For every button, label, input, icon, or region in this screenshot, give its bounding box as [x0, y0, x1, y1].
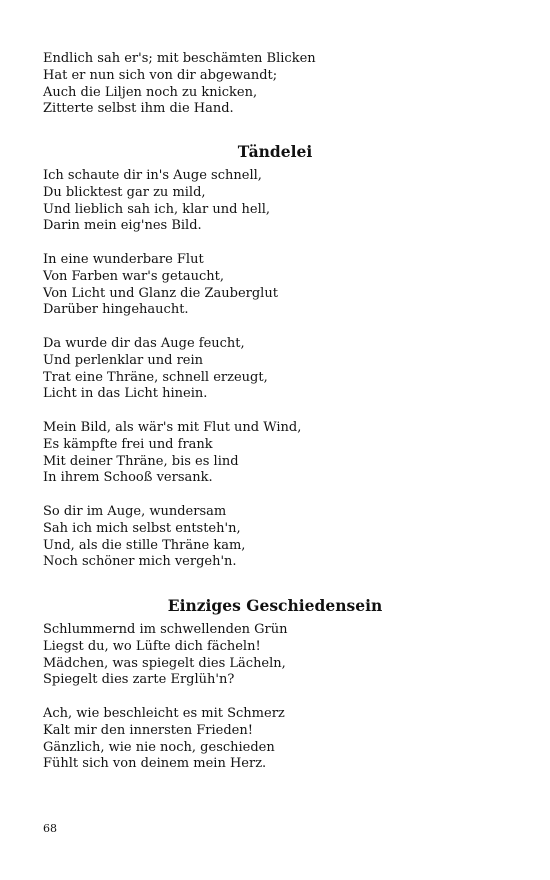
poem-line: So dir im Auge, wundersam [43, 504, 227, 519]
poem-line: Es kämpfte frei und frank [43, 436, 213, 452]
poem-line: Auch die Liljen noch zu knicken, [43, 84, 258, 100]
poem-line: Ach, wie beschleicht es mit Schmerz [43, 706, 285, 721]
poem-line: Darüber hingehaucht. [43, 302, 189, 318]
poem-line: Licht in das Licht hinein. [43, 386, 208, 402]
poem-line: In eine wunderbare Flut [43, 252, 204, 267]
poem-line: Gänzlich, wie nie noch, geschieden [43, 739, 275, 755]
page-number: 68 [43, 822, 57, 835]
poem-line: Fühlt sich von deinem mein Herz. [43, 756, 267, 772]
poem-line: Mädchen, was spiegelt dies Lächeln, [43, 655, 286, 671]
poem-taendelei-stanza-2 [43, 252, 503, 319]
poem-line: Hat er nun sich von dir abgewandt; [43, 67, 278, 83]
poem-line: Von Farben war's getaucht, [43, 268, 224, 284]
poem-title-einziges: Einziges Geschiedensein [167, 596, 383, 615]
poem-taendelei-stanza-4 [43, 420, 503, 487]
poem-line: Endlich sah er's; mit beschämten Blicken [43, 51, 316, 66]
poem-line: Trat eine Thräne, schnell erzeugt, [43, 369, 268, 385]
poem-line: Und, als die stille Thräne kam, [43, 537, 246, 553]
poem-line: Sah ich mich selbst entsteh'n, [43, 520, 241, 536]
poem-line: Mit deiner Thräne, bis es lind [43, 453, 239, 469]
poem-taendelei-stanza-3 [43, 336, 503, 403]
poem-line: Noch schöner mich vergeh'n. [43, 554, 237, 570]
poem-line: Mein Bild, als wär's mit Flut und Wind, [43, 420, 302, 435]
poem-line: Zitterte selbst ihm die Hand. [43, 101, 234, 117]
poem-line: Liegst du, wo Lüfte dich fächeln! [43, 638, 261, 654]
poem-taendelei-stanza-5 [43, 504, 503, 571]
poem-line: Von Licht und Glanz die Zauberglut [43, 285, 278, 301]
poem-taendelei-stanza-1 [43, 168, 503, 235]
poem-line: Und lieblich sah ich, klar und hell, [43, 201, 271, 217]
poem-line: Schlummernd im schwellenden Grün [43, 622, 288, 637]
poem-line: Da wurde dir das Auge feucht, [43, 336, 245, 351]
poem-einziges-stanza-2 [43, 706, 503, 773]
poem-line: Ich schaute dir in's Auge schnell, [43, 168, 262, 183]
poem-line: Kalt mir den innersten Frieden! [43, 722, 253, 738]
poem-line: In ihrem Schooß versank. [43, 470, 213, 486]
poem-line: Und perlenklar und rein [43, 352, 204, 368]
poem-line: Spiegelt dies zarte Erglüh'n? [43, 672, 235, 688]
poem-line: Du blicktest gar zu mild, [43, 184, 206, 200]
poem-title-taendelei: Tändelei [237, 142, 313, 161]
poem-einziges-stanza-1 [43, 622, 503, 689]
poem-line: Darin mein eig'nes Bild. [43, 218, 202, 234]
poem-prev-stanza-1 [43, 51, 503, 118]
